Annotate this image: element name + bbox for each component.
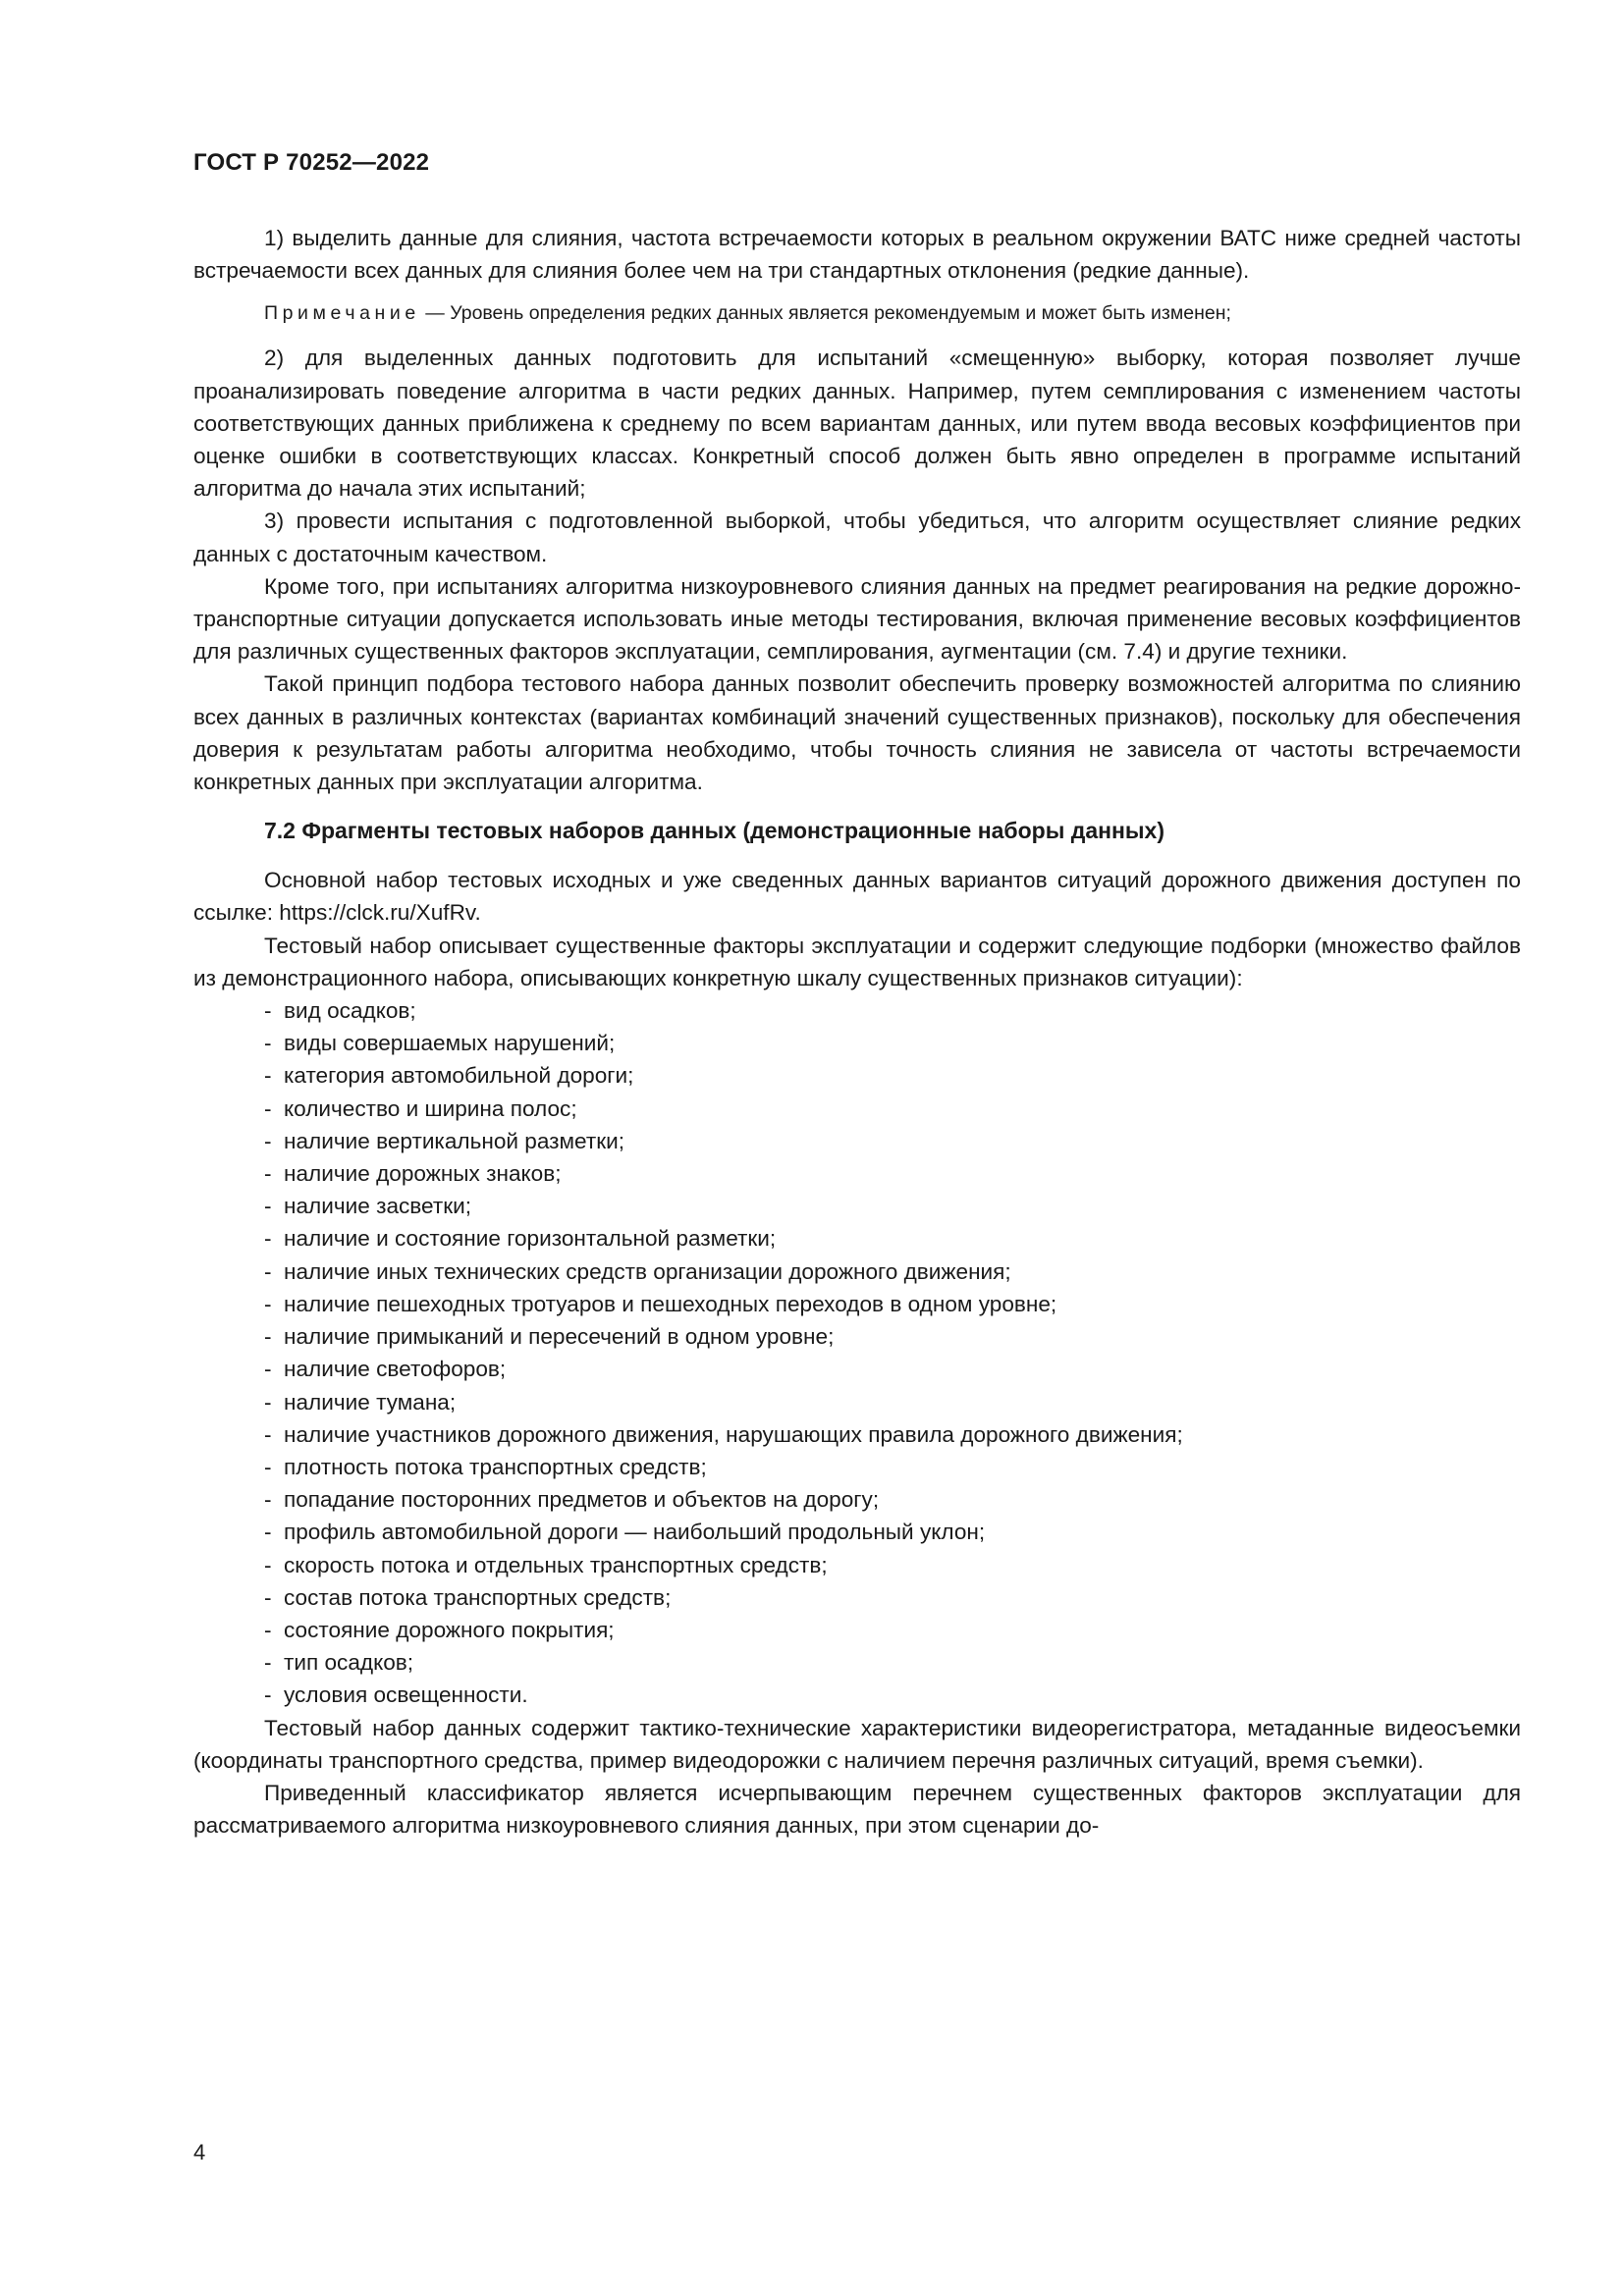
factor-list — [193, 994, 1521, 1711]
dataset-intro-text: Основной набор тестовых исходных и уже сведенных данных вариантов ситуаций дорожного движения доступен по ссылке: — [193, 868, 1521, 926]
list-marker: - — [264, 1357, 272, 1382]
list-item: - скорость потока и отдельных транспортных средств; — [264, 1549, 1521, 1581]
list-marker: - — [264, 1487, 272, 1513]
note-text: — Уровень определения редких данных является рекомендуемым и может быть изменен; — [419, 302, 1231, 325]
list-item: - попадание посторонних предметов и объектов на дорогу; — [264, 1483, 1521, 1516]
list-item: - наличие дорожных знаков; — [264, 1157, 1521, 1190]
list-item: - наличие пешеходных тротуаров и пешеходных переходов в одном уровне; — [264, 1288, 1521, 1320]
list-item: - вид осадков; — [264, 994, 1521, 1027]
list-item: - наличие светофоров; — [264, 1353, 1521, 1385]
list-marker: - — [264, 1226, 272, 1252]
list-marker: - — [264, 1552, 272, 1577]
list-item: - виды совершаемых нарушений; — [264, 1027, 1521, 1059]
paragraph-moreover: Кроме того, при испытаниях алгоритма низкоуровневого слияния данных на предмет реагирования на редкие дорожно-транспортные ситуации допускается использовать иные методы тестирования, включая применение весовых коэффициентов для различных существенных факторов эксплуатации, семплирования, аугментации (см. 7.4) и другие техники. — [193, 573, 1521, 665]
list-marker: - — [264, 1194, 272, 1219]
dataset-intro-suffix: . — [474, 900, 481, 926]
list-marker: - — [264, 1291, 272, 1316]
list-item: - наличие примыканий и пересечений в одном уровне; — [264, 1320, 1521, 1353]
list-item: - количество и ширина полос; — [264, 1093, 1521, 1125]
list-marker: - — [264, 1389, 272, 1415]
list-item: - категория автомобильной дороги; — [264, 1059, 1521, 1092]
page-number: 4 — [193, 2140, 206, 2164]
paragraph-item-3: 3) провести испытания с подготовленной выборкой, чтобы убедиться, что алгоритм осуществляет слияние редких данных с достаточным качеством. — [193, 508, 1521, 566]
standard-header: ГОСТ Р 70252—2022 — [193, 149, 430, 176]
list-marker: - — [264, 1454, 272, 1479]
list-item: - профиль автомобильной дороги — наибольший продольный уклон; — [264, 1516, 1521, 1548]
list-marker: - — [264, 1520, 272, 1545]
note — [193, 298, 1521, 328]
paragraph-dataset-intro — [193, 864, 1521, 929]
list-item: - наличие и состояние горизонтальной разметки; — [264, 1222, 1521, 1255]
list-marker: - — [264, 1584, 272, 1610]
list-marker: - — [264, 1650, 272, 1676]
document-body — [193, 222, 1521, 1842]
list-marker: - — [264, 1421, 272, 1447]
list-marker: - — [264, 1617, 272, 1642]
list-item: - наличие вертикальной разметки; — [264, 1125, 1521, 1157]
list-item: - тип осадков; — [264, 1646, 1521, 1679]
list-marker: - — [264, 1258, 272, 1284]
paragraph-principle: Такой принцип подбора тестового набора данных позволит обеспечить проверку возможностей алгоритма по слиянию всех данных в различных контекстах (вариантах комбинаций значений существенных признаков), поскольку для обеспечения доверия к результатам работы алгоритма необходимо, чтобы точность слияния не зависела от частоты встречаемости конкретных данных при эксплуатации алгоритма. — [193, 671, 1521, 795]
dataset-link[interactable]: https://clck.ru/XufRv — [279, 900, 475, 926]
paragraph-dataset-contents: Тестовый набор данных содержит тактико-технические характеристики видеорегистратора, метаданные видеосъемки (координаты транспортного средства, пример видеодорожки с наличием перечня различных ситуаций, время съемки). — [193, 1715, 1521, 1773]
paragraph-item-2: 2) для выделенных данных подготовить для испытаний «смещенную» выборку, которая позволяет лучше проанализировать поведение алгоритма в части редких данных. Например, путем семплирования с изменением частоты соответствующих данных приближена к среднему по всем вариантам данных, или путем ввода весовых коэффициентов при оценке ошибки в соответствующих классах. Конкретный способ должен быть явно определен в программе испытаний алгоритма до начала этих испытаний; — [193, 346, 1521, 502]
list-marker: - — [264, 1324, 272, 1350]
list-marker: - — [264, 1161, 272, 1187]
list-item: - наличие участников дорожного движения, нарушающих правила дорожного движения; — [264, 1418, 1521, 1451]
list-marker: - — [264, 1063, 272, 1089]
note-label: Примечание — [264, 302, 420, 325]
list-marker: - — [264, 1128, 272, 1153]
list-item: - состояние дорожного покрытия; — [264, 1614, 1521, 1646]
paragraph-classifier: Приведенный классификатор является исчерпывающим перечнем существенных факторов эксплуатации для рассматриваемого алгоритма низкоуровневого слияния данных, при этом сценарии до- — [193, 1780, 1521, 1839]
list-item: - наличие засветки; — [264, 1190, 1521, 1222]
list-marker: - — [264, 1031, 272, 1056]
paragraph-item-1: 1) выделить данные для слияния, частота встречаемости которых в реальном окружении ВАТС ниже средней частоты встречаемости всех данных для слияния более чем на три стандартных отклонения (редкие данные). — [193, 226, 1521, 284]
list-item: - наличие иных технических средств организации дорожного движения; — [264, 1255, 1521, 1288]
section-heading-7-2: 7.2 Фрагменты тестовых наборов данных (демонстрационные наборы данных) — [264, 818, 1165, 844]
paragraph-set-description: Тестовый набор описывает существенные факторы эксплуатации и содержит следующие подборки (множество файлов из демонстрационного набора, описывающих конкретную шкалу существенных признаков ситуации): — [193, 933, 1521, 990]
list-marker: - — [264, 1682, 272, 1708]
list-marker: - — [264, 1095, 272, 1121]
list-item: - плотность потока транспортных средств; — [264, 1451, 1521, 1483]
list-item: - условия освещенности. — [264, 1679, 1521, 1711]
list-item: - наличие тумана; — [264, 1386, 1521, 1418]
list-marker: - — [264, 998, 272, 1024]
list-item: - состав потока транспортных средств; — [264, 1581, 1521, 1614]
